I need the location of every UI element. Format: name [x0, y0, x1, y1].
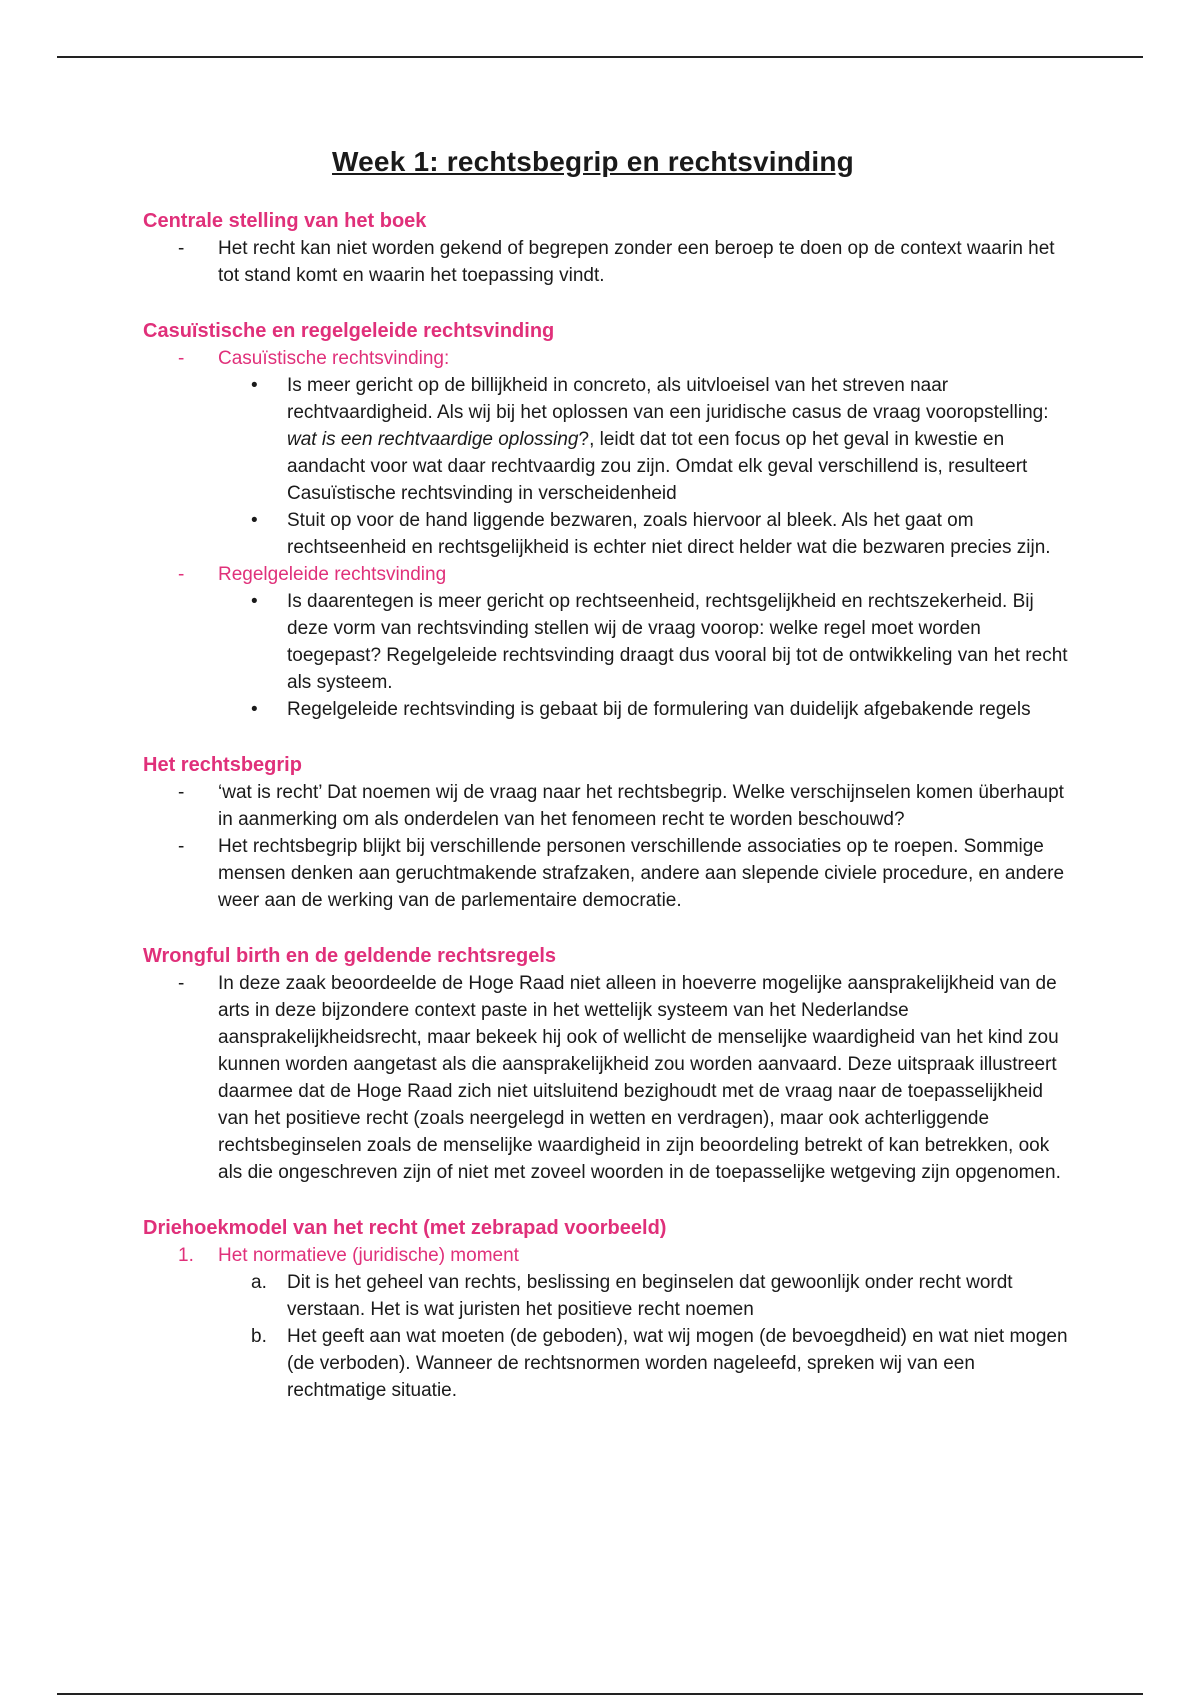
section-casuistische-regelgeleide [143, 318, 1073, 723]
bullet-item [143, 507, 1073, 561]
lettered-item-text: Het geeft aan wat moeten (de geboden), wat wij mogen (de bevoegdheid) en wat niet mogen (de verboden). Wanneer de rechtsnormen worden nageleefd, spreken wij van een rechtmatige situatie. [287, 1326, 1068, 1401]
section-heading: Driehoekmodel van het recht (met zebrapad voorbeeld) [143, 1217, 667, 1239]
section-heading: Centrale stelling van het boek [143, 210, 427, 232]
list-item-text: Het recht kan niet worden gekend of begrepen zonder een beroep te doen op de context waarin het tot stand komt en waarin het toepassing vindt. [218, 238, 1055, 286]
bullet-item [143, 696, 1073, 723]
bottom-rule [57, 1693, 1143, 1695]
sub-heading-label: Casuïstische rechtsvinding: [218, 348, 450, 369]
bullet-item [143, 588, 1073, 696]
list-item [143, 833, 1073, 914]
lettered-item [143, 1323, 1073, 1404]
dash-marker: - [178, 564, 185, 585]
bullet-icon [143, 372, 287, 507]
dash-marker: - [178, 238, 185, 259]
numbered-item [143, 1242, 1073, 1269]
dash-marker: - [178, 973, 185, 994]
list-item [143, 779, 1073, 833]
list-item [143, 235, 1073, 289]
bullet-icon [143, 696, 287, 723]
lettered-item-text: Dit is het geheel van rechts, beslissing en beginselen dat gewoonlijk onder recht wordt verstaan. Het is wat juristen het positieve recht noemen [287, 1272, 1013, 1320]
bullet-item [143, 372, 1073, 507]
bullet-text: Is meer gericht op de billijkheid in concreto, als uitvloeisel van het streven naar rechtvaardigheid. Als wij bij het oplossen van een juridische casus de vraag vooropstelling: wat is een rechtvaardige oplossing?, leidt dat tot een focus op het geval in kwestie en aandacht voor wat daar rechtvaardig zou zijn. Omdat elk geval verschillend is, resulteert Casuïstische rechtsvinding in verscheidenheid [287, 375, 1049, 504]
top-rule [57, 56, 1143, 58]
dash-marker: - [178, 782, 185, 803]
sub-heading-regelgeleid [143, 561, 1073, 588]
number-marker: 1. [178, 1245, 194, 1266]
bullet-icon [143, 588, 287, 696]
list-item-text: Het rechtsbegrip blijkt bij verschillende personen verschillende associaties op te roepen. Sommige mensen denken aan geruchtmakende strafzaken, andere aan slepende civiele procedure, en andere weer aan de werking van de parlementaire democratie. [218, 836, 1065, 911]
dash-marker: - [178, 836, 185, 857]
section-driehoekmodel [143, 1215, 1073, 1404]
section-heading: Casuïstische en regelgeleide rechtsvinding [143, 320, 555, 342]
section-heading: Wrongful birth en de geldende rechtsregels [143, 945, 557, 967]
dash-marker: - [178, 348, 185, 369]
bullet-text: Is daarentegen is meer gericht op rechtseenheid, rechtsgelijkheid en rechtszekerheid. Bij deze vorm van rechtsvinding stellen wij de vraag voorop: welke regel moet worden toegepast? Regelgeleide rechtsvinding draagt dus vooral bij tot de ontwikkeling van het recht als systeem. [287, 591, 1068, 693]
section-wrongful-birth [143, 943, 1073, 1186]
page-title: Week 1: rechtsbegrip en rechtsvinding [332, 146, 854, 177]
letter-marker: a. [251, 1272, 267, 1293]
document-page [143, 146, 1073, 1433]
section-centrale-stelling [143, 208, 1073, 289]
numbered-item-label: Het normatieve (juridische) moment [218, 1245, 519, 1266]
sub-heading-label: Regelgeleide rechtsvinding [218, 564, 447, 585]
bullet-icon [143, 507, 287, 561]
sub-heading-casuistisch [143, 345, 1073, 372]
list-item-text: ‘wat is recht’ Dat noemen wij de vraag naar het rechtsbegrip. Welke verschijnselen komen überhaupt in aanmerking om als onderdelen van het fenomeen recht te worden beschouwd? [218, 782, 1064, 830]
list-item-text: In deze zaak beoordeelde de Hoge Raad niet alleen in hoeverre mogelijke aansprakelijkheid van de arts in deze bijzondere context paste in het wettelijk systeem van het Nederlandse aansprakelijkheidsrecht, maar bekeek hij ook of wellicht de menselijke waardigheid van het kind zou kunnen worden aangetast als die aansprakelijkheid zou worden aanvaard. Deze uitspraak illustreert daarmee dat de Hoge Raad zich niet uitsluitend bezighoudt met de vraag naar de toepasselijkheid van het positieve recht (zoals neergelegd in wetten en verdragen), maar ook achterliggende rechtsbeginselen zoals de menselijke waardigheid in zijn beoordeling betrekt of kan betrekken, ook als die ongeschreven zijn of niet met zoveel woorden in de toepasselijke wetgeving zijn opgenomen. [218, 973, 1061, 1183]
list-item [143, 970, 1073, 1186]
bullet-text: Stuit op voor de hand liggende bezwaren, zoals hiervoor al bleek. Als het gaat om rechtseenheid en rechtsgelijkheid is echter niet direct helder wat die bezwaren precies zijn. [287, 510, 1051, 558]
letter-marker: b. [251, 1326, 267, 1347]
section-rechtsbegrip [143, 752, 1073, 914]
lettered-item [143, 1269, 1073, 1323]
section-heading: Het rechtsbegrip [143, 754, 302, 776]
bullet-text: Regelgeleide rechtsvinding is gebaat bij de formulering van duidelijk afgebakende regels [287, 699, 1031, 720]
